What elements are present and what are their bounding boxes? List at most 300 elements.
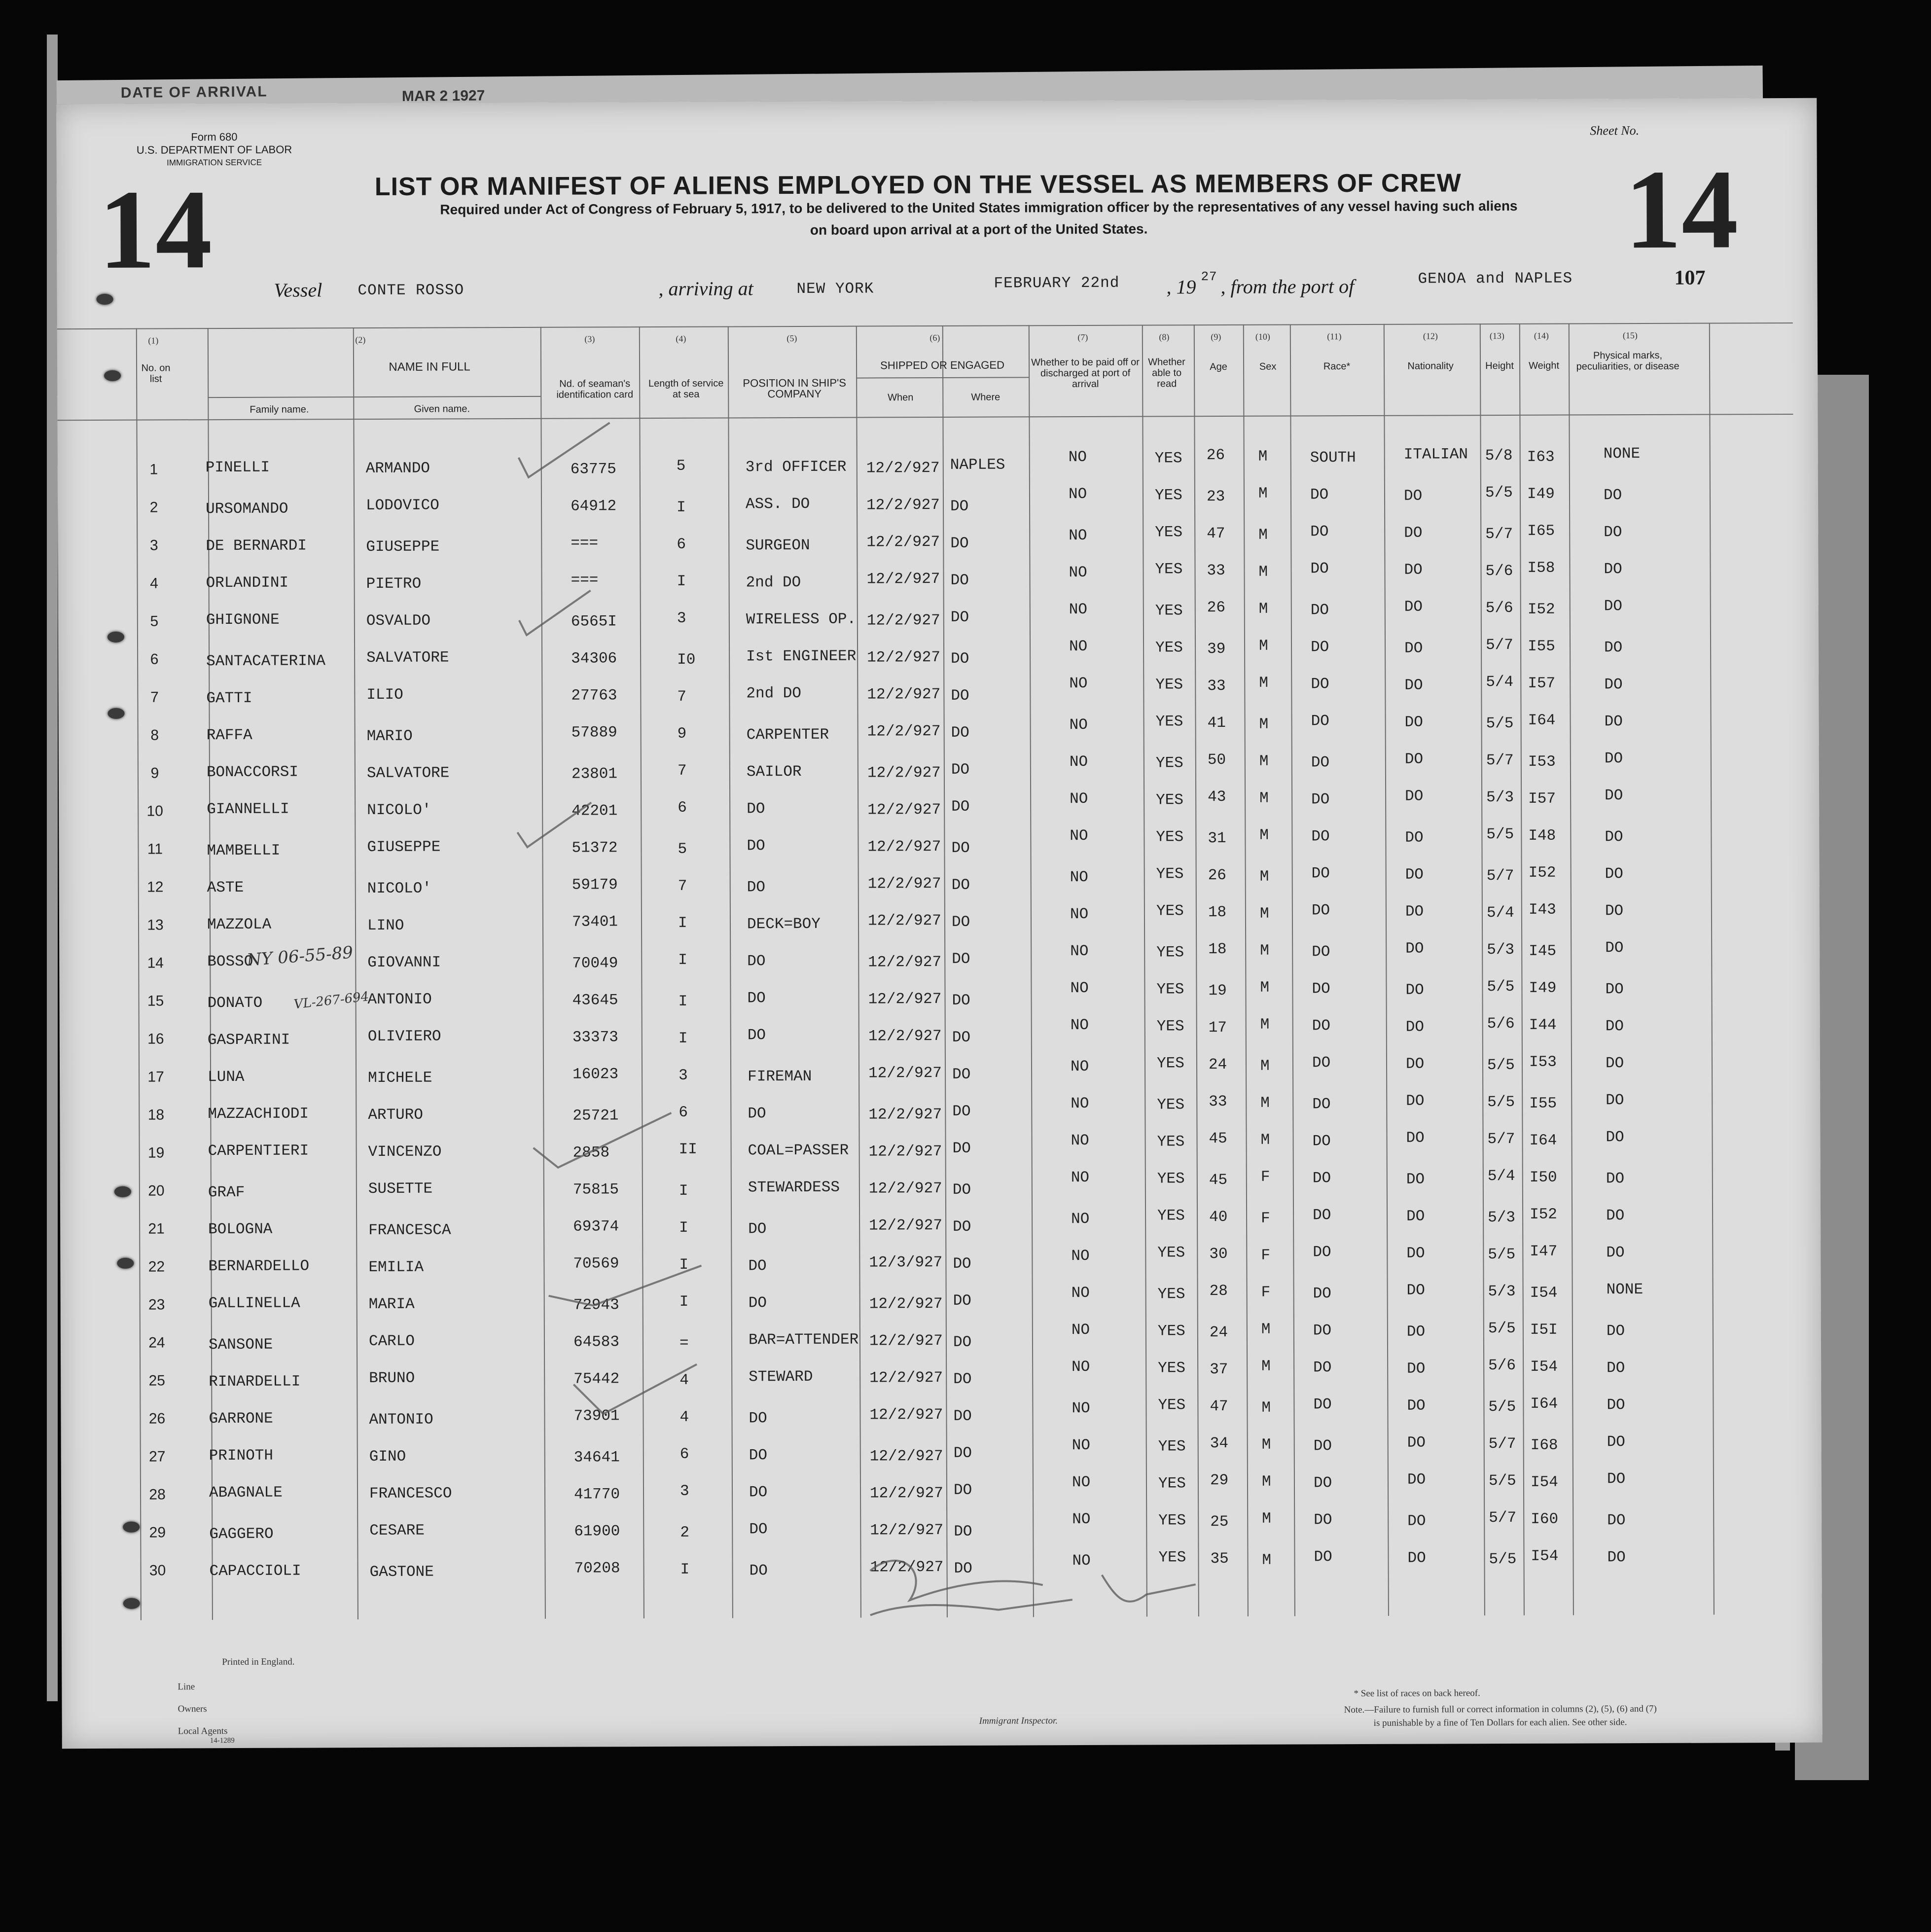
physical-marks-cell: DO <box>1606 1170 1625 1188</box>
shipped-where-cell: DO <box>953 1218 971 1236</box>
able-to-read-cell: YES <box>1158 1549 1186 1567</box>
nationality-cell: DO <box>1406 1245 1425 1262</box>
position-cell: 2nd DO <box>746 573 801 592</box>
id-card-cell: 27763 <box>571 687 617 705</box>
able-to-read-cell: YES <box>1157 1286 1185 1303</box>
shipped-where-cell: DO <box>953 1444 972 1462</box>
shipped-when-cell: 12/2/927 <box>869 1369 943 1387</box>
able-to-read-cell: YES <box>1155 713 1183 731</box>
physical-marks-cell: DO <box>1607 1360 1625 1377</box>
family-name-cell: BONACCORSI <box>206 763 299 782</box>
weight-cell: I57 <box>1528 675 1556 692</box>
given-name-cell: MICHELE <box>368 1069 432 1087</box>
age-cell: 30 <box>1209 1245 1228 1263</box>
sex-cell: M <box>1259 752 1269 770</box>
given-name-cell: EMILIA <box>368 1258 424 1277</box>
scan-left-edge <box>47 35 58 1701</box>
year-suffix: 27 <box>1201 269 1217 285</box>
family-name-cell: GAGGERO <box>209 1525 274 1543</box>
row-number: 24 <box>148 1334 165 1351</box>
nationality-cell: DO <box>1406 1092 1425 1110</box>
shipped-when-cell: 12/2/927 <box>867 764 941 782</box>
paid-off-cell: NO <box>1072 1552 1091 1570</box>
header-position: POSITION IN SHIP'S COMPANY <box>743 376 846 400</box>
given-name-cell: VINCENZO <box>368 1143 442 1161</box>
able-to-read-cell: YES <box>1156 828 1184 846</box>
family-name-cell: PRINOTH <box>209 1447 274 1465</box>
sheet-number-left: 14 <box>98 166 213 292</box>
row-number: 26 <box>148 1410 166 1427</box>
age-cell: 45 <box>1209 1130 1227 1148</box>
age-cell: 47 <box>1207 525 1225 543</box>
position-cell: BAR=ATTENDER <box>748 1331 859 1349</box>
family-name-cell: URSOMANDO <box>205 500 288 518</box>
able-to-read-cell: YES <box>1158 1475 1186 1493</box>
family-name-cell: GATTI <box>206 689 252 708</box>
age-cell: 25 <box>1210 1513 1229 1531</box>
family-name-cell: CAPACCIOLI <box>209 1562 301 1580</box>
arrival-port: NEW YORK <box>796 280 874 298</box>
service-length-cell: I <box>676 499 686 516</box>
family-name-cell: DONATO <box>207 994 263 1012</box>
from-port: GENOA and NAPLES <box>1418 270 1573 288</box>
age-cell: 40 <box>1209 1208 1228 1226</box>
sex-cell: F <box>1261 1284 1271 1301</box>
able-to-read-cell: YES <box>1155 561 1183 578</box>
service-length-cell: 7 <box>677 688 687 706</box>
race-cell: DO <box>1311 713 1329 730</box>
column-number: (4) <box>676 333 686 344</box>
physical-marks-cell: DO <box>1605 787 1623 805</box>
family-name-cell: PINELLI <box>205 459 270 477</box>
physical-marks-cell: DO <box>1605 939 1624 957</box>
header-physical-marks: Physical marks, peculiarities, or disease <box>1576 350 1680 372</box>
nationality-cell: DO <box>1407 1434 1426 1452</box>
header-sex: Sex <box>1259 361 1277 372</box>
shipped-where-cell: DO <box>951 913 970 931</box>
paid-off-cell: NO <box>1071 1169 1090 1187</box>
shipped-when-cell: 12/2/927 <box>866 459 940 477</box>
race-cell: DO <box>1310 639 1329 656</box>
race-cell: DO <box>1310 486 1329 504</box>
physical-marks-cell: DO <box>1607 1512 1626 1530</box>
paid-off-cell: NO <box>1070 868 1088 887</box>
shipped-where-cell: DO <box>951 798 970 816</box>
shipped-when-cell: 12/2/927 <box>868 1027 942 1045</box>
shipped-when-cell: 12/2/927 <box>867 875 941 893</box>
weight-cell: I64 <box>1530 1395 1558 1413</box>
able-to-read-cell: YES <box>1157 1096 1185 1114</box>
position-cell: STEWARD <box>749 1368 813 1386</box>
nationality-cell: DO <box>1405 1018 1425 1036</box>
given-name-cell: GIUSEPPE <box>367 838 441 857</box>
arrival-date: FEBRUARY 22nd <box>994 274 1120 292</box>
family-name-cell: RAFFA <box>206 726 252 745</box>
physical-marks-cell: DO <box>1607 1396 1625 1414</box>
height-cell: 5/7 <box>1487 1130 1515 1148</box>
physical-marks-cell: DO <box>1606 1092 1624 1109</box>
physical-marks-cell: DO <box>1607 1549 1626 1567</box>
race-cell: DO <box>1310 560 1329 578</box>
shipped-when-cell: 12/2/927 <box>868 1106 942 1124</box>
nationality-cell: DO <box>1405 787 1424 805</box>
service-length-cell: 6 <box>678 799 687 817</box>
race-cell: DO <box>1313 1437 1332 1455</box>
year-prefix: , 19 <box>1166 276 1196 298</box>
weight-cell: I48 <box>1528 827 1556 845</box>
shipped-where-cell: DO <box>951 687 969 705</box>
given-name-cell: CESARE <box>369 1522 425 1540</box>
race-cell: DO <box>1313 1207 1331 1224</box>
footer-local-agents-label: Local Agents <box>178 1726 228 1737</box>
paid-off-cell: NO <box>1071 1247 1090 1265</box>
nationality-cell: DO <box>1403 487 1423 505</box>
race-cell: DO <box>1311 828 1330 846</box>
row-number: 12 <box>146 879 164 895</box>
height-cell: 5/5 <box>1489 1550 1517 1569</box>
service-length-cell: 4 <box>679 1408 689 1426</box>
header-weight: Weight <box>1529 360 1560 371</box>
paid-off-cell: NO <box>1070 1016 1089 1035</box>
family-name-cell: LUNA <box>208 1068 245 1086</box>
weight-cell: I52 <box>1527 601 1555 618</box>
shipped-when-cell: 12/2/927 <box>868 990 942 1008</box>
nationality-cell: DO <box>1404 714 1423 731</box>
nationality-cell: DO <box>1406 1282 1425 1299</box>
position-cell: DECK=BOY <box>747 915 821 933</box>
service-length-cell: 7 <box>678 877 687 895</box>
physical-marks-cell: DO <box>1603 487 1622 504</box>
id-card-cell: 2858 <box>572 1144 610 1162</box>
height-cell: 5/5 <box>1488 1472 1516 1490</box>
service-length-cell: 6 <box>679 1445 689 1463</box>
shipped-where-cell: DO <box>954 1523 972 1540</box>
shipped-where-cell: DO <box>952 1103 971 1120</box>
shipped-where-cell: DO <box>953 1333 972 1351</box>
age-cell: 33 <box>1207 562 1225 580</box>
able-to-read-cell: YES <box>1154 450 1182 467</box>
row-number: 23 <box>148 1296 165 1313</box>
able-to-read-cell: YES <box>1155 602 1183 620</box>
nationality-cell: DO <box>1404 561 1423 579</box>
vessel-name: CONTE ROSSO <box>358 282 465 300</box>
given-name-cell: CARLO <box>368 1332 415 1351</box>
given-name-cell: ARTURO <box>368 1106 424 1124</box>
id-card-cell: 63775 <box>570 461 616 478</box>
row-number: 5 <box>150 613 159 630</box>
row-number: 2 <box>149 499 158 516</box>
family-name-cell: GASPARINI <box>207 1031 290 1049</box>
age-cell: 26 <box>1206 446 1225 465</box>
physical-marks-cell: DO <box>1606 1207 1625 1225</box>
age-cell: 26 <box>1207 599 1226 617</box>
id-card-cell: 73401 <box>572 913 618 931</box>
header-name-in-full: NAME IN FULL <box>389 360 470 374</box>
paid-off-cell: NO <box>1072 1399 1090 1418</box>
height-cell: 5/5 <box>1487 1056 1515 1074</box>
weight-cell: I54 <box>1530 1358 1558 1376</box>
column-number: (5) <box>787 333 797 344</box>
shipped-when-cell: 12/2/927 <box>867 912 941 930</box>
nationality-cell: ITALIAN <box>1403 446 1468 464</box>
race-cell: DO <box>1311 902 1330 920</box>
race-cell: DO <box>1312 1170 1331 1187</box>
column-number: (2) <box>355 335 366 345</box>
shipped-when-cell: 12/2/927 <box>869 1332 943 1350</box>
header-family-name: Family name. <box>250 404 309 415</box>
physical-marks-cell: DO <box>1605 1018 1624 1036</box>
able-to-read-cell: YES <box>1157 1133 1185 1151</box>
given-name-cell: LINO <box>367 917 404 935</box>
shipped-where-cell: DO <box>952 1029 971 1046</box>
service-length-cell: I <box>679 1219 688 1237</box>
paid-off-cell: NO <box>1072 1358 1090 1376</box>
page-title: LIST OR MANIFEST OF ALIENS EMPLOYED ON THE VESSEL AS MEMBERS OF CREW <box>374 169 1462 201</box>
service-length-cell: I0 <box>677 651 696 669</box>
height-cell: 5/5 <box>1487 978 1515 996</box>
given-name-cell: GIUSEPPE <box>366 538 440 556</box>
column-number: (10) <box>1255 331 1270 342</box>
physical-marks-cell: DO <box>1604 750 1623 768</box>
shipped-where-cell: DO <box>953 1407 972 1425</box>
sex-cell: F <box>1261 1247 1271 1264</box>
family-name-cell: ASTE <box>207 879 244 897</box>
shipped-when-cell: 12/2/927 <box>869 1447 943 1466</box>
weight-cell: I49 <box>1527 485 1555 503</box>
shipped-when-cell: 12/2/927 <box>867 838 941 856</box>
paid-off-cell: NO <box>1069 527 1087 545</box>
row-number: 4 <box>150 575 158 592</box>
row-number: 29 <box>149 1524 166 1541</box>
physical-marks-cell: DO <box>1604 598 1623 615</box>
race-cell: DO <box>1313 1396 1332 1414</box>
id-card-cell: 64583 <box>573 1333 620 1351</box>
service-length-cell: = <box>679 1334 689 1352</box>
race-cell: DO <box>1313 1474 1332 1492</box>
race-cell: DO <box>1313 1244 1331 1261</box>
sex-cell: M <box>1258 448 1268 465</box>
nationality-cell: DO <box>1404 677 1423 694</box>
position-cell: DO <box>747 953 766 970</box>
position-cell: DO <box>748 1294 767 1312</box>
footer-owners-label: Owners <box>178 1704 207 1715</box>
service-length-cell: I <box>678 951 687 969</box>
age-cell: 18 <box>1208 903 1227 922</box>
age-cell: 39 <box>1207 640 1226 658</box>
physical-marks-cell: DO <box>1605 865 1623 883</box>
paid-off-cell: NO <box>1070 905 1089 924</box>
weight-cell: I54 <box>1530 1473 1558 1491</box>
weight-cell: I53 <box>1529 1053 1557 1071</box>
id-card-cell: 75815 <box>572 1181 619 1199</box>
age-cell: 45 <box>1209 1171 1228 1189</box>
position-cell: DO <box>748 1105 766 1123</box>
height-cell: 5/6 <box>1485 562 1513 580</box>
id-card-cell: 33373 <box>572 1029 618 1046</box>
physical-marks-cell: DO <box>1604 639 1623 657</box>
shipped-when-cell: 12/2/927 <box>867 685 941 704</box>
nationality-cell: DO <box>1406 1208 1425 1225</box>
paid-off-cell: NO <box>1071 1132 1089 1150</box>
race-cell: DO <box>1310 602 1329 619</box>
id-card-cell: 41770 <box>573 1486 620 1503</box>
shipped-where-cell: DO <box>950 608 969 626</box>
sex-cell: M <box>1259 716 1269 733</box>
header-no-on-list: No. on list <box>141 362 171 385</box>
service-length-cell: I <box>679 1293 689 1311</box>
sex-cell: M <box>1259 674 1268 692</box>
id-card-cell: === <box>571 572 599 589</box>
shipped-when-cell: 12/2/927 <box>867 648 941 667</box>
sex-cell: M <box>1260 1016 1270 1034</box>
column-number: (13) <box>1489 330 1504 341</box>
paid-off-cell: NO <box>1069 564 1087 582</box>
shipped-where-cell: DO <box>952 992 970 1009</box>
able-to-read-cell: YES <box>1156 791 1184 809</box>
sex-cell: M <box>1260 1094 1270 1112</box>
sex-cell: M <box>1259 905 1269 923</box>
weight-cell: I53 <box>1528 753 1556 771</box>
id-card-cell: 70208 <box>574 1560 620 1577</box>
paid-off-cell: NO <box>1071 1210 1090 1228</box>
family-name-cell: CARPENTIERI <box>208 1142 309 1160</box>
row-number: 10 <box>146 803 163 820</box>
shipped-where-cell: DO <box>951 839 970 857</box>
id-card-cell: 75442 <box>573 1370 620 1388</box>
shipped-when-cell: 12/2/927 <box>869 1406 943 1424</box>
position-cell: Ist ENGINEER <box>746 647 857 666</box>
age-cell: 47 <box>1210 1397 1228 1416</box>
position-cell: DO <box>749 1410 767 1428</box>
id-card-cell: 57889 <box>571 724 617 742</box>
paid-off-cell: NO <box>1071 1321 1090 1339</box>
sheet-number-right: 14 <box>1624 146 1739 273</box>
sex-cell: M <box>1261 1358 1271 1375</box>
race-cell: DO <box>1312 1133 1331 1150</box>
shipped-when-cell: 12/2/927 <box>869 1295 943 1313</box>
row-number: 11 <box>147 841 163 858</box>
shipped-when-cell: 12/2/927 <box>866 533 940 551</box>
shipped-when-cell: 12/2/927 <box>866 570 940 588</box>
header-age: Age <box>1210 361 1227 373</box>
shipped-when-cell: 12/2/927 <box>866 496 940 514</box>
header-paid-off: Whether to be paid off or discharged at port of arrival <box>1031 357 1140 390</box>
nationality-cell: DO <box>1407 1360 1426 1378</box>
shipped-where-cell: DO <box>951 650 969 668</box>
position-cell: WIRELESS OP. <box>746 610 857 629</box>
given-name-cell: ANTONIO <box>369 1411 433 1429</box>
height-cell: 5/4 <box>1487 1167 1515 1185</box>
paid-off-cell: NO <box>1069 638 1088 656</box>
race-cell: DO <box>1311 754 1330 772</box>
shipped-when-cell: 12/2/927 <box>868 1064 942 1082</box>
header-when: When <box>888 392 914 403</box>
nationality-cell: DO <box>1404 640 1423 657</box>
height-cell: 5/3 <box>1486 788 1514 807</box>
weight-cell: I52 <box>1528 864 1556 882</box>
position-cell: STEWARDESS <box>748 1179 840 1197</box>
service-length-cell: 3 <box>679 1482 689 1500</box>
shipped-when-cell: 12/2/927 <box>868 1180 942 1198</box>
able-to-read-cell: YES <box>1157 1244 1185 1262</box>
shipped-where-cell: DO <box>953 1255 971 1273</box>
sex-cell: M <box>1261 1473 1271 1491</box>
race-cell: DO <box>1312 1096 1331 1113</box>
family-name-cell: ABAGNALE <box>209 1484 283 1502</box>
given-name-cell: ARMANDO <box>365 460 430 478</box>
height-cell: 5/3 <box>1488 1209 1515 1227</box>
service-length-cell: I <box>677 572 686 590</box>
subtitle-line-1: Required under Act of Congress of February 5, 1917, to be delivered to the United States immigration officer by the representatives of any vessel having such aliens <box>440 198 1518 217</box>
footer-form-code: 14-1289 <box>210 1736 235 1745</box>
paid-off-cell: NO <box>1069 675 1088 693</box>
family-name-cell: GARRONE <box>209 1410 273 1428</box>
id-card-cell: 51372 <box>572 839 618 857</box>
header-given-name: Given name. <box>414 403 470 415</box>
service-length-cell: 6 <box>677 536 686 553</box>
service-length-cell: I <box>678 1030 688 1047</box>
sex-cell: M <box>1260 1131 1270 1149</box>
nationality-cell: DO <box>1407 1512 1426 1530</box>
id-card-cell: 23801 <box>571 765 618 783</box>
shipped-when-cell: 12/2/927 <box>867 722 941 741</box>
nationality-cell: DO <box>1404 524 1423 542</box>
service-length-cell: I <box>678 914 687 932</box>
row-number: 3 <box>149 537 158 554</box>
position-cell: ASS. DO <box>745 495 810 513</box>
shipped-where-cell: DO <box>950 572 969 589</box>
given-name-cell: SALVATORE <box>366 649 449 667</box>
position-cell: DO <box>749 1484 768 1502</box>
weight-cell: I64 <box>1528 712 1556 729</box>
paid-off-cell: NO <box>1069 716 1088 734</box>
family-name-cell: SANSONE <box>208 1336 273 1354</box>
age-cell: 19 <box>1208 982 1227 1000</box>
able-to-read-cell: YES <box>1155 524 1183 541</box>
age-cell: 50 <box>1207 751 1226 769</box>
service-length-cell: I <box>679 1256 689 1274</box>
paid-off-cell: NO <box>1072 1473 1091 1492</box>
row-number: 7 <box>150 689 159 706</box>
header-race: Race* <box>1323 361 1351 372</box>
age-cell: 28 <box>1209 1282 1228 1300</box>
shipped-where-cell: DO <box>951 876 970 894</box>
subtitle-line-2: on board upon arrival at a port of the United States. <box>810 221 1148 238</box>
weight-cell: I60 <box>1531 1510 1559 1528</box>
weight-cell: I44 <box>1529 1016 1557 1034</box>
row-number: 9 <box>150 765 159 782</box>
race-cell: DO <box>1314 1511 1332 1529</box>
shipped-when-cell: 12/2/927 <box>867 801 941 819</box>
sex-cell: M <box>1258 485 1268 502</box>
height-cell: 5/7 <box>1489 1509 1517 1527</box>
id-card-cell: 59179 <box>572 876 618 894</box>
race-cell: DO <box>1312 1054 1331 1072</box>
weight-cell: I50 <box>1529 1169 1557 1186</box>
service-length-cell: 7 <box>677 762 687 780</box>
paid-off-cell: NO <box>1072 1436 1090 1455</box>
id-card-cell: 70049 <box>572 955 618 972</box>
given-name-cell: NICOLO' <box>367 801 431 820</box>
column-number: (11) <box>1327 331 1342 342</box>
family-name-cell: GRAF <box>208 1183 245 1202</box>
race-list-note: * See list of races on back hereof. <box>1354 1688 1480 1699</box>
physical-marks-cell: DO <box>1604 524 1622 541</box>
weight-cell: I63 <box>1527 448 1555 466</box>
race-cell: DO <box>1310 523 1329 541</box>
position-cell: DO <box>748 1257 767 1275</box>
race-cell: DO <box>1311 676 1329 693</box>
